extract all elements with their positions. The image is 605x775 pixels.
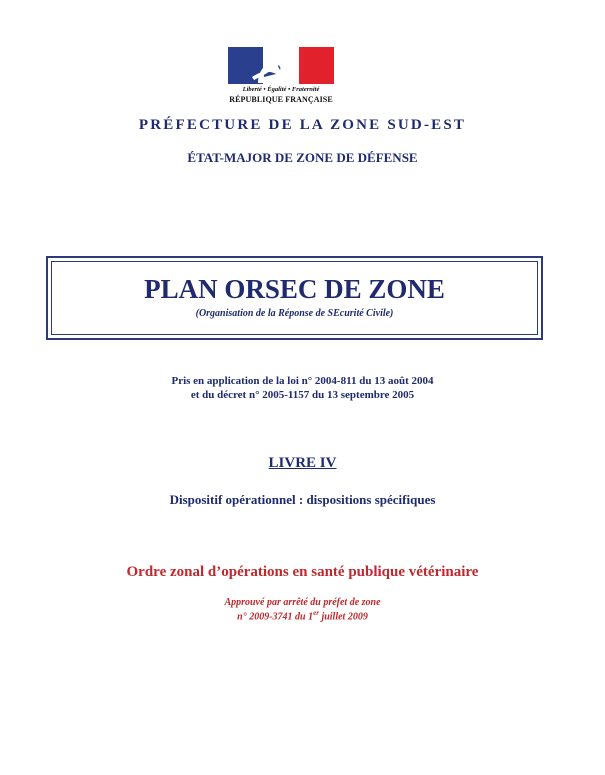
ordre-title: Ordre zonal d’opérations en santé publique vétérinaire [126,564,479,580]
approval-line-1: Approuvé par arrêté du préfet de zone [224,597,381,608]
approval-line-2-start: n° 2009-3741 du 1 [237,611,314,623]
marianne-profile-icon [228,47,334,84]
etat-major-heading: ÉTAT-MAJOR DE ZONE DE DÉFENSE [187,150,418,165]
livre-heading: LIVRE IV [268,455,337,471]
legal-reference-line-2: et du décret n° 2005-1157 du 13 septembre 2005 [190,389,415,401]
plan-title: PLAN ORSEC DE ZONE [144,274,445,304]
marianne-flag-emblem [228,47,334,84]
approval-line-2-superscript: er [313,609,319,617]
approval-line-2-end: juillet 2009 [318,611,368,623]
approval-line-2 [0,609,605,622]
plan-title-box [46,256,543,340]
logo-republic-label: RÉPUBLIQUE FRANÇAISE [229,95,333,104]
livre-description: Dispositif opérationnel : dispositions spécifiques [169,492,436,507]
prefecture-heading: PRÉFECTURE DE LA ZONE SUD-EST [138,117,467,133]
republique-francaise-logo [228,47,334,107]
legal-reference-line-1: Pris en application de la loi n° 2004-811 du 13 août 2004 [171,375,434,387]
logo-motto: Liberté • Égalité • Fraternité [242,86,320,93]
plan-subtitle: (Organisation de la Réponse de SEcurité Civile) [195,308,394,319]
